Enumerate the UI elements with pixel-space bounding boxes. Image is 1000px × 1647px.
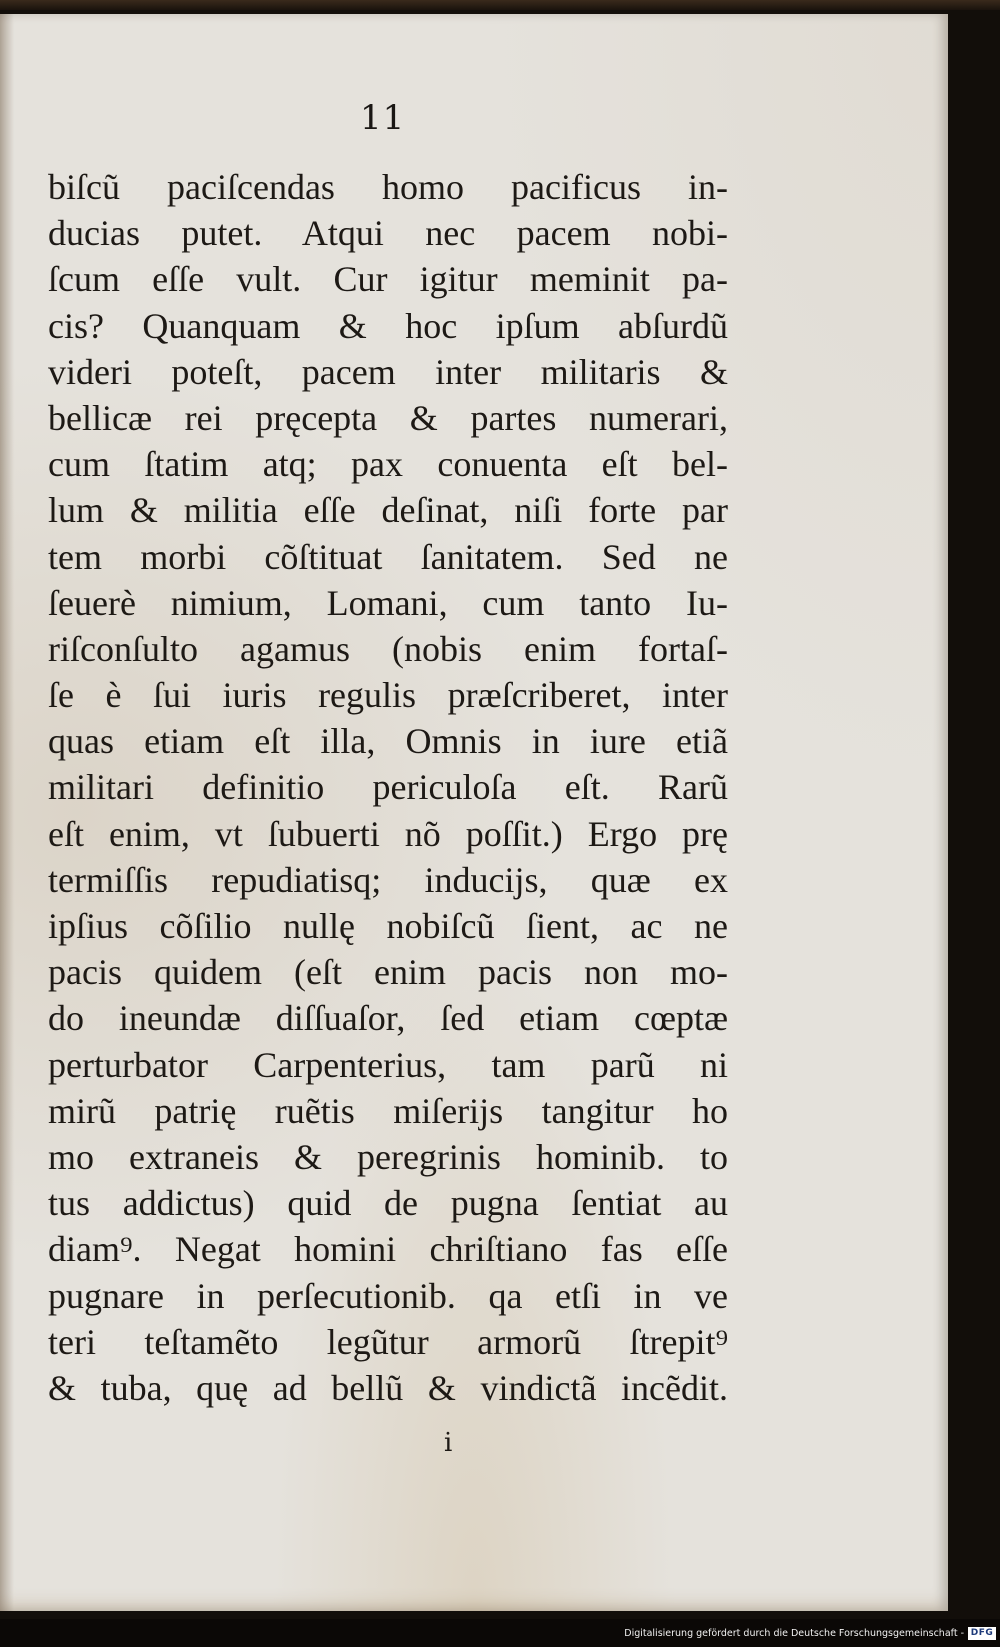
text-line: tus addictus) quid de pugna ſentiat au: [48, 1183, 728, 1224]
spine-shadow: [0, 14, 14, 1611]
text-line: riſconſulto agamus (nobis enim fortaſ-: [48, 628, 728, 669]
page-number: 11: [360, 98, 406, 138]
text-line: eſt enim, vt ſubuerti nõ poſſit.) Ergo prę: [48, 813, 728, 854]
text-line: perturbator Carpenterius, tam parũ ni: [48, 1044, 728, 1085]
text-line: militari definitio periculoſa eſt. Rarũ: [48, 767, 728, 808]
text-line: mirũ patrię ruẽtis miſerijs tangitur ho: [48, 1090, 728, 1131]
text-line: ducias putet. Atqui nec pacem nobi-: [48, 213, 728, 254]
text-line: lum & militia eſſe deſinat, niſi forte par: [48, 490, 728, 531]
backing-board-edge: [0, 0, 1000, 10]
text-line: & tuba, quę ad bellũ & vindictã incẽdit.: [48, 1367, 728, 1408]
text-line: diam⁹. Negat homini chriſtiano fas eſſe: [48, 1229, 728, 1270]
text-line: cis? Quanquam & hoc ipſum abſurdũ: [48, 305, 728, 346]
body-text: [48, 164, 728, 1411]
book-page: [0, 14, 948, 1611]
text-line: ſe è ſui iuris regulis præſcriberet, inter: [48, 675, 728, 716]
text-line: ſeuerè nimium, Lomani, cum tanto Iu-: [48, 582, 728, 623]
text-line: pugnare in perſecutionib. qa etſi in ve: [48, 1275, 728, 1316]
dfg-credit-text: Digitalisierung gefördert durch die Deutsche Forschungsgemeinschaft -: [624, 1628, 964, 1639]
signature-mark: i: [444, 1428, 453, 1458]
text-line: mo extraneis & peregrinis hominib. to: [48, 1136, 728, 1177]
text-line: pacis quidem (eſt enim pacis non mo-: [48, 952, 728, 993]
text-line: do ineundæ diſſuaſor, ſed etiam cœptæ: [48, 998, 728, 1039]
text-line: termiſſis repudiatisq; inducijs, quæ ex: [48, 859, 728, 900]
text-line: videri poteſt, pacem inter militaris &: [48, 351, 728, 392]
text-line: tem morbi cõſtituat ſanitatem. Sed ne: [48, 536, 728, 577]
dfg-logo: DFG: [968, 1627, 996, 1640]
text-line: biſcũ paciſcendas homo pacificus in-: [48, 167, 728, 207]
text-line: ſcum eſſe vult. Cur igitur meminit pa-: [48, 259, 728, 300]
text-line: bellicæ rei pręcepta & partes numerari,: [48, 397, 728, 438]
text-line: quas etiam eſt illa, Omnis in iure etiã: [48, 721, 728, 762]
text-line: teri teſtamẽto legũtur armorũ ſtrepit⁹: [48, 1321, 728, 1362]
text-line: cum ſtatim atq; pax conuenta eſt bel-: [48, 444, 728, 485]
text-line: ipſius cõſilio nullę nobiſcũ ſient, ac ne: [48, 906, 728, 946]
